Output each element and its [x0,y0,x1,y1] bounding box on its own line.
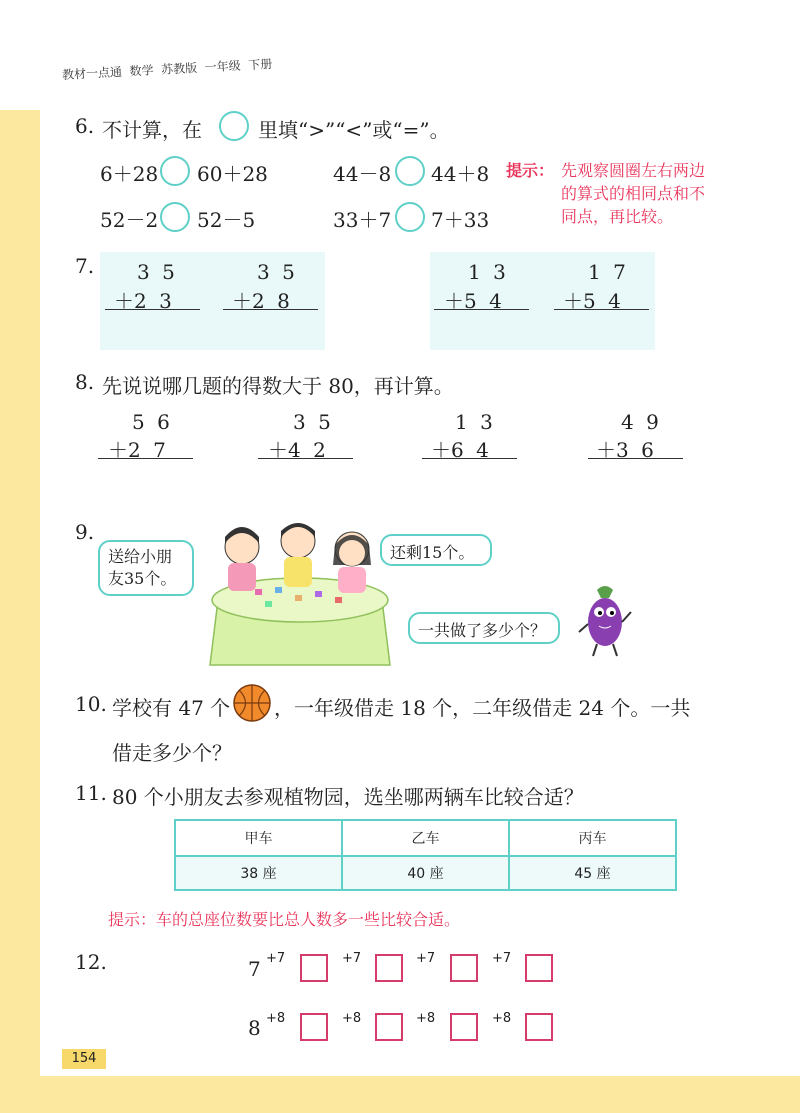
q6-r1-right2: 44＋8 [431,162,490,186]
q8-item1-line [98,458,193,459]
q10-text-c: 借走多少个？ [112,741,232,765]
q12-row1-box-2[interactable] [375,954,403,982]
q12-row1-start: 7 [248,957,261,981]
q12-row1-step-4: +7 [492,951,512,966]
q9-illustration [200,515,400,670]
car-header-b: 乙车 [342,820,509,856]
q6-text-b: 里填“>”“<”或“=”。 [258,118,450,142]
q8-item2-top: 3 5 [293,410,331,434]
q6-number: 6. [75,114,95,138]
q12-row2-step-2: +8 [342,1011,362,1026]
q8-text: 先说说哪几题的得数大于 80，再计算。 [102,374,454,398]
q10-text-b: ，一年级借走 18 个，二年级借走 24 个。一共 [274,696,691,720]
q8-item2-line [258,458,353,459]
q12-row2-step-4: +8 [492,1011,512,1026]
q12-row2-step-3: +8 [416,1011,436,1026]
car-header-c: 丙车 [509,820,676,856]
q8-item4-top: 4 9 [621,410,659,434]
q8-item4-line [588,458,683,459]
q6-tip-line-1: 先观察圆圈左右两边 [561,161,706,180]
q12-row2-step-1: +8 [266,1011,286,1026]
q6-r1-left2: 44－8 [333,162,392,186]
car-value-a: 38 座 [175,856,342,890]
q12-row2-box-3[interactable] [450,1013,478,1041]
q6-r1-blank1[interactable] [160,156,190,186]
q7-item1-bottom: ＋2 3 [114,289,172,313]
q10-number: 10. [75,692,107,716]
q12-row1-box-4[interactable] [525,954,553,982]
q8-item1-bottom: ＋2 7 [108,438,166,462]
car-table-header-row [175,820,676,856]
car-value-b: 40 座 [342,856,509,890]
q7-number: 7. [75,254,95,278]
page-header: 教材一点通 数学 苏教版 一年级 下册 [61,56,273,82]
q12-row1-box-1[interactable] [300,954,328,982]
q12-row2-box-4[interactable] [525,1013,553,1041]
children-illustration [225,523,371,593]
q12-row1-box-3[interactable] [450,954,478,982]
car-table-value-row [175,856,676,890]
q7-item1-top: 3 5 [137,260,175,284]
q6-tip-line-3: 同点，再比较。 [561,207,674,226]
q7-item3-line [434,309,529,310]
q6-tip-label: 提示： [506,161,555,180]
q12-row1-step-3: +7 [416,951,436,966]
q6-r1-left1: 6＋28 [100,162,159,186]
q7-item2-bottom: ＋2 8 [232,289,290,313]
q8-item3-bottom: ＋6 4 [431,438,489,462]
q9-bubble-left-line2: 友35个。 [108,569,177,588]
q7-item1-line [105,309,200,310]
q8-number: 8. [75,370,95,394]
q10-text-a: 学校有 47 个 [112,696,231,720]
q6-r2-right1: 52－5 [197,208,256,232]
eggplant-mascot-icon [575,582,635,660]
q9-bubble-left-line1: 送给小朋 [108,547,173,566]
q11-text: 80 个小朋友去参观植物园，选坐哪两辆车比较合适？ [112,785,584,809]
car-value-c: 45 座 [509,856,676,890]
q12-row2-box-1[interactable] [300,1013,328,1041]
q7-item4-line [554,309,649,310]
left-page-band [0,110,40,1113]
q6-r2-blank2[interactable] [395,202,425,232]
q6-circle-sample [219,111,249,141]
car-header-a: 甲车 [175,820,342,856]
q6-r1-blank2[interactable] [395,156,425,186]
q7-item3-bottom: ＋5 4 [444,289,502,313]
q6-r1-right1: 60＋28 [197,162,268,186]
q12-row2-box-2[interactable] [375,1013,403,1041]
q6-tip-line-2: 的算式的相同点和不 [561,184,706,203]
q12-row1-step-1: +7 [266,951,286,966]
q9-number: 9. [75,520,95,544]
q11-number: 11. [75,781,107,805]
q8-item1-top: 5 6 [132,410,170,434]
q7-item4-bottom: ＋5 4 [563,289,621,313]
q12-row2-start: 8 [248,1016,261,1040]
q12-row1-step-2: +7 [342,951,362,966]
q11-tip: 提示：车的总座位数要比总人数多一些比较合适。 [108,910,461,929]
q12-number: 12. [75,950,107,974]
q9-bubble-left [98,540,194,596]
q7-item3-top: 1 3 [468,260,506,284]
q7-item2-top: 3 5 [257,260,295,284]
q6-text-a: 不计算，在 [102,118,202,142]
q8-item4-bottom: ＋3 6 [596,438,654,462]
bottom-page-band [0,1076,800,1113]
q6-r2-left1: 52－2 [100,208,159,232]
q7-item2-line [223,309,318,310]
basketball-icon [232,683,272,723]
q8-item3-line [422,458,517,459]
q8-item2-bottom: ＋4 2 [268,438,326,462]
q6-r2-left2: 33＋7 [333,208,392,232]
q8-item3-top: 1 3 [455,410,493,434]
q9-bubble-question: 一共做了多少个？ [408,612,560,644]
q6-r2-blank1[interactable] [160,202,190,232]
q7-item4-top: 1 7 [588,260,626,284]
q9-bubble-right: 还剩15个。 [380,534,492,566]
q6-r2-right2: 7＋33 [431,208,490,232]
car-table [174,819,677,891]
page-number: 154 [62,1049,106,1069]
